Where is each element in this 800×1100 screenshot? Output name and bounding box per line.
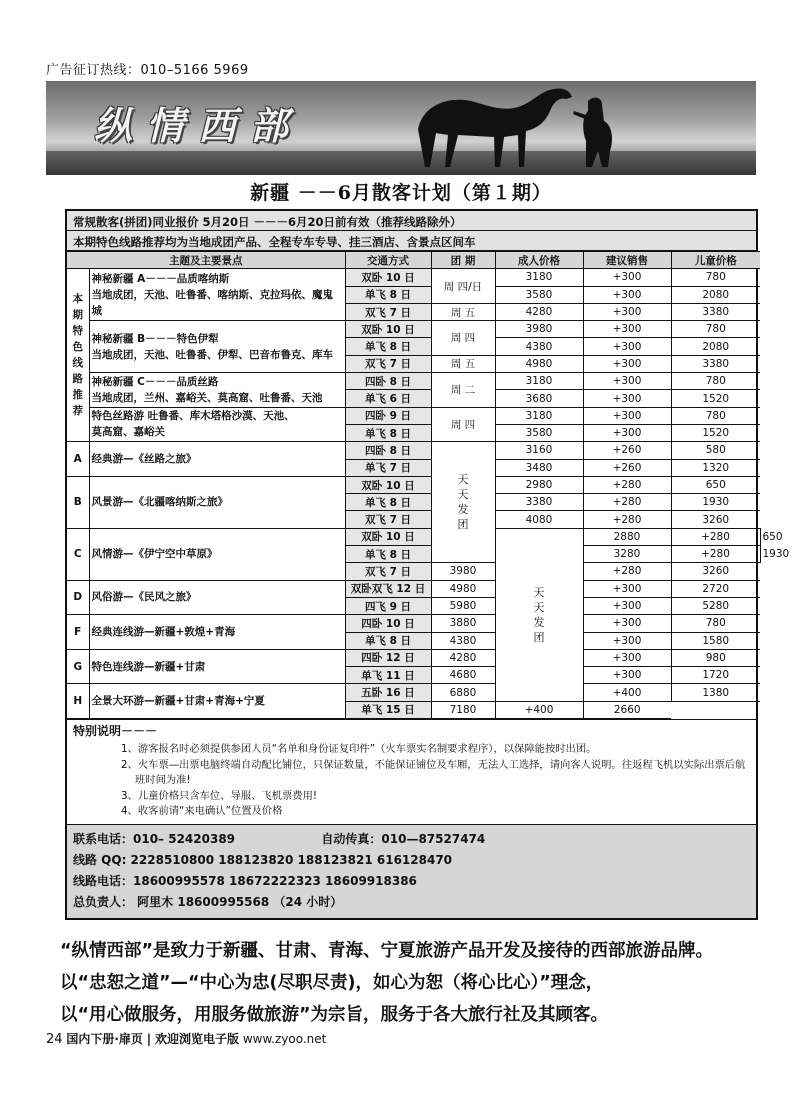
- suggested-price-cell: +300: [583, 303, 671, 320]
- suggested-price-cell: +300: [583, 321, 671, 338]
- schedule-cell: 周 四/日: [431, 269, 495, 304]
- adult-price-cell: 4080: [495, 511, 583, 528]
- banner: [46, 81, 756, 175]
- contact-qq: 线路 QQ: 2228510800 188123820 188123821 616128470: [73, 852, 453, 867]
- contact-fax: 自动传真：010—87527474: [321, 831, 486, 846]
- route-category: C: [67, 528, 89, 580]
- table-row: [67, 476, 760, 493]
- route-theme-title: 神秘新疆 A－－－品质喀纳斯: [91, 272, 230, 285]
- transport-cell: 五卧 16 日: [345, 684, 431, 701]
- special-notes-list: [73, 742, 750, 820]
- child-price-cell: 780: [671, 373, 760, 390]
- route-theme: [89, 321, 345, 373]
- child-price-cell: 3380: [671, 355, 760, 372]
- adult-price-cell: 3180: [495, 373, 583, 390]
- adult-price-cell: 4280: [431, 649, 495, 666]
- suggested-price-cell: +280: [671, 528, 760, 545]
- schedule-cell: 周 二: [431, 373, 495, 408]
- child-price-cell: 5280: [671, 597, 760, 614]
- suggested-price-cell: +300: [583, 580, 671, 597]
- transport-cell: 单飞 7 日: [345, 459, 431, 476]
- route-theme-title: 特色丝路游 吐鲁番、库木塔格沙漠、天池、: [91, 410, 295, 423]
- suggested-price-cell: +300: [583, 269, 671, 286]
- featured-routes-label-text: 本期特色线路推荐: [72, 293, 83, 418]
- transport-cell: 双卧 10 日: [345, 269, 431, 286]
- route-theme: [89, 269, 345, 321]
- route-theme: [89, 649, 345, 684]
- suggested-price-cell: +300: [583, 338, 671, 355]
- adult-price-cell: 3980: [495, 321, 583, 338]
- transport-cell: 单飞 8 日: [345, 494, 431, 511]
- special-notes-title: 特别说明－－－: [73, 724, 158, 739]
- route-theme: [89, 528, 345, 580]
- contact-phone: 联系电话：010– 52420389: [73, 831, 236, 846]
- header-child-price: 儿童价格: [671, 252, 760, 269]
- table-body: [67, 269, 790, 719]
- child-price-cell: 2720: [671, 580, 760, 597]
- slogan-line: “纵情西部”是致力于新疆、甘肃、青海、宁夏旅游产品开发及接待的西部旅游品牌。: [60, 941, 714, 961]
- child-price-cell: 1520: [671, 424, 760, 441]
- child-price-cell: 1320: [671, 459, 760, 476]
- suggested-price-cell: +260: [583, 442, 671, 459]
- adult-price-cell: 3280: [583, 546, 671, 563]
- brand-slogan: [60, 935, 760, 1031]
- contact-route-phone: 线路电话：18600995578 18672222323 18609918386: [73, 873, 417, 888]
- transport-cell: 双飞 7 日: [345, 511, 431, 528]
- transport-cell: 单飞 8 日: [345, 424, 431, 441]
- child-price-cell: 1930: [671, 494, 760, 511]
- transport-cell: 双飞 7 日: [345, 303, 431, 320]
- suggested-price-cell: +300: [583, 632, 671, 649]
- route-category: G: [67, 649, 89, 684]
- adult-price-cell: 3380: [495, 494, 583, 511]
- table-header-row: [67, 252, 760, 269]
- route-theme-detail: 当地成团，天池、吐鲁番、喀纳斯、克拉玛依、魔鬼城: [91, 288, 333, 317]
- table-row: [67, 580, 760, 597]
- suggested-price-cell: +300: [583, 424, 671, 441]
- route-theme-title: 特色连线游—新疆+甘肃: [91, 660, 206, 673]
- child-price-cell: 2660: [583, 701, 671, 718]
- child-price-cell: 780: [671, 321, 760, 338]
- route-category: B: [67, 476, 89, 528]
- adult-price-cell: 4380: [495, 338, 583, 355]
- route-theme: [89, 580, 345, 615]
- transport-cell: 四卧 8 日: [345, 442, 431, 459]
- child-price-cell: 580: [671, 442, 760, 459]
- route-theme-title: 全景大环游—新疆+甘肃+青海+宁夏: [91, 695, 265, 708]
- child-price-cell: 1380: [671, 684, 760, 701]
- route-theme-detail: 莫高窟、嘉峪关: [91, 426, 165, 439]
- footer-divider: |: [146, 1032, 152, 1046]
- child-price-cell: 1720: [671, 667, 760, 684]
- suggested-price-cell: +300: [583, 649, 671, 666]
- child-price-cell: 780: [671, 269, 760, 286]
- route-theme: [89, 615, 345, 650]
- suggested-price-cell: +300: [583, 286, 671, 303]
- transport-cell: 四飞 9 日: [345, 597, 431, 614]
- route-theme: [89, 373, 345, 408]
- route-theme-title: 风情游—《伊宁空中草原》: [91, 548, 218, 561]
- transport-cell: 单飞 6 日: [345, 390, 431, 407]
- transport-cell: 双卧 10 日: [345, 476, 431, 493]
- tour-plan-table: [67, 251, 790, 719]
- adult-price-cell: 4380: [431, 632, 495, 649]
- child-price-cell: 980: [671, 649, 760, 666]
- child-price-cell: 3260: [671, 511, 760, 528]
- slogan-line: 以“用心做服务，用服务做旅游”为宗旨，服务于各大旅行社及其顾客。: [60, 1005, 609, 1025]
- schedule-text: 天天发团: [533, 585, 545, 644]
- table-row: 单飞 8 日 3280 +280 1930: [67, 546, 760, 563]
- header-schedule: 团 期: [431, 252, 495, 269]
- adult-price-cell: 5980: [431, 597, 495, 614]
- footer-promo: 欢迎浏览电子版: [154, 1032, 239, 1046]
- child-price-cell: 3380: [671, 303, 760, 320]
- child-price-cell: 780: [671, 615, 760, 632]
- adult-price-cell: 3980: [431, 563, 495, 580]
- route-category: F: [67, 615, 89, 650]
- route-theme-title: 经典连线游—新疆+敦煌+青海: [91, 626, 236, 639]
- transport-cell: 单飞 8 日: [345, 338, 431, 355]
- route-theme-title: 神秘新疆 C－－－品质丝路: [91, 375, 219, 388]
- route-theme-title: 风俗游—《民风之旅》: [91, 591, 197, 604]
- contact-phone-fax-line: [73, 829, 750, 850]
- header-transport: 交通方式: [345, 252, 431, 269]
- child-price-cell: 2080: [671, 338, 760, 355]
- adult-price-cell: 6880: [431, 684, 495, 701]
- suggested-price-cell: +280: [671, 546, 760, 563]
- schedule-text: 天天发团: [457, 473, 469, 532]
- schedule-cell: [495, 528, 583, 701]
- child-price-cell: 3260: [671, 563, 760, 580]
- suggested-price-cell: +300: [583, 390, 671, 407]
- suggested-price-cell: +260: [583, 459, 671, 476]
- ad-hotline: 广告征订热线：010–5166 5969: [46, 63, 249, 78]
- table-row: [67, 269, 760, 286]
- suggested-price-cell: +400: [583, 684, 671, 701]
- transport-cell: 四卧 8 日: [345, 373, 431, 390]
- adult-price-cell: 3480: [495, 459, 583, 476]
- child-price-cell: 780: [671, 407, 760, 424]
- suggested-price-cell: +300: [583, 615, 671, 632]
- transport-cell: 单飞 11 日: [345, 667, 431, 684]
- table-row: [67, 407, 760, 424]
- transport-cell: 单飞 8 日: [345, 546, 431, 563]
- transport-cell: 单飞 8 日: [345, 286, 431, 303]
- transport-cell: 双卧 10 日: [345, 528, 431, 545]
- featured-route-notice: 本期特色线路推荐均为当地成团产品、全程专车专导、挂三酒店、含景点区间车: [67, 231, 756, 251]
- adult-price-cell: 3180: [495, 407, 583, 424]
- footer-url[interactable]: www.zyoo.net: [242, 1032, 327, 1046]
- page-footer: [46, 1030, 326, 1047]
- adult-price-cell: 3680: [495, 390, 583, 407]
- adult-price-cell: 3580: [495, 424, 583, 441]
- route-theme-detail: 当地成团，天池、吐鲁番、伊犁、巴音布鲁克、库车: [91, 348, 333, 361]
- suggested-price-cell: +300: [583, 373, 671, 390]
- adult-price-cell: 3160: [495, 442, 583, 459]
- route-theme-title: 风景游—《北疆喀纳斯之旅》: [91, 496, 228, 509]
- suggested-price-cell: +280: [583, 476, 671, 493]
- child-price-cell: 2080: [671, 286, 760, 303]
- adult-price-cell: 4980: [495, 355, 583, 372]
- featured-routes-label: [67, 269, 89, 442]
- special-notes: [67, 719, 756, 824]
- tour-plan-table-box: [65, 209, 790, 920]
- schedule-cell: 周 五: [431, 303, 495, 320]
- transport-cell: 四卧 12 日: [345, 649, 431, 666]
- route-theme-title: 经典游—《丝路之旅》: [91, 453, 197, 466]
- adult-price-cell: 7180: [431, 701, 495, 718]
- schedule-cell: 周 四: [431, 407, 495, 442]
- suggested-price-cell: +300: [583, 597, 671, 614]
- suggested-price-cell: +280: [583, 494, 671, 511]
- adult-price-cell: 4680: [431, 667, 495, 684]
- child-price-cell: 1580: [671, 632, 760, 649]
- route-theme: [89, 407, 345, 442]
- route-category: A: [67, 442, 89, 477]
- suggested-price-cell: +280: [583, 563, 671, 580]
- transport-cell: 单飞 15 日: [345, 701, 431, 718]
- contact-info: [67, 824, 756, 918]
- contact-manager: 总负责人： 阿里木 18600995568 （24 小时）: [73, 894, 343, 909]
- route-theme-detail: 当地成团，兰州、嘉峪关、莫高窟、吐鲁番、天池: [91, 391, 323, 404]
- suggested-price-cell: +400: [495, 701, 583, 718]
- table-row: [67, 684, 760, 701]
- schedule-cell: 周 五: [431, 355, 495, 372]
- slogan-line: 以“忠恕之道”—“中心为忠(尽职尽责)，如心为恕（将心比心）”理念，: [60, 973, 604, 993]
- route-theme: [89, 442, 345, 477]
- adult-price-cell: 2980: [495, 476, 583, 493]
- child-price-cell: 1520: [671, 390, 760, 407]
- footer-section: 国内下册·扉页: [66, 1032, 143, 1046]
- route-theme: [89, 476, 345, 528]
- page-number: 24: [46, 1032, 63, 1047]
- table-row: [67, 615, 760, 632]
- transport-cell: 双飞 7 日: [345, 563, 431, 580]
- adult-price-cell: 3880: [431, 615, 495, 632]
- transport-cell: 双飞 7 日: [345, 355, 431, 372]
- suggested-price-cell: +300: [583, 355, 671, 372]
- adult-price-cell: 4980: [431, 580, 495, 597]
- adult-price-cell: 3180: [495, 269, 583, 286]
- banner-title: 纵情西部: [94, 103, 303, 148]
- transport-cell: 双卧 10 日: [345, 321, 431, 338]
- table-row: C 风情游—《伊宁空中草原》 双卧 10 日 天天发团 2880 +280 650: [67, 528, 760, 545]
- header-adult-price: 成人价格: [495, 252, 583, 269]
- transport-cell: 单飞 8 日: [345, 632, 431, 649]
- list-item: 1、游客报名时必须提供参团人员“名单和身份证复印件”（火车票实名制要求程序），以保障能按时出团。: [121, 743, 597, 756]
- transport-cell: 四卧 9 日: [345, 407, 431, 424]
- adult-price-cell: 4280: [495, 303, 583, 320]
- price-validity-notice: 常规散客(拼团)同业报价 5月20日 －－－6月20日前有效（推荐线路除外）: [67, 211, 756, 231]
- transport-cell: 双卧双飞 12 日: [345, 580, 431, 597]
- transport-cell: 四卧 10 日: [345, 615, 431, 632]
- list-item: 2、火车票—出票电脑终端自动配比铺位，只保证数量，不能保证铺位及车厢，无法人工选择，请向客人说明。往返程飞机以实际出票后航班时间为准!: [121, 758, 746, 787]
- route-category: H: [67, 684, 89, 719]
- suggested-price-cell: +280: [583, 511, 671, 528]
- page-title: 新疆 －－6月散客计划（第１期）: [250, 182, 552, 204]
- child-price-cell: 650: [671, 476, 760, 493]
- list-item: 3、儿童价格只含车位、导服、飞机票费用!: [121, 789, 318, 802]
- table-row: [67, 321, 760, 338]
- suggested-price-cell: +300: [583, 667, 671, 684]
- header-theme: 主题及主要景点: [67, 252, 345, 269]
- route-theme-title: 神秘新疆 B－－－特色伊犁: [91, 332, 219, 345]
- table-row: [67, 373, 760, 390]
- schedule-cell: 周 四: [431, 321, 495, 356]
- route-theme: [89, 684, 345, 719]
- adult-price-cell: 3580: [495, 286, 583, 303]
- table-row: [67, 649, 760, 666]
- suggested-price-cell: +300: [583, 407, 671, 424]
- header-suggested-price: 建议销售: [583, 252, 671, 269]
- schedule-cell: [431, 442, 495, 563]
- adult-price-cell: 2880: [583, 528, 671, 545]
- list-item: 4、收客前请“来电确认”位置及价格: [121, 805, 283, 818]
- table-row: [67, 442, 760, 459]
- route-category: D: [67, 580, 89, 615]
